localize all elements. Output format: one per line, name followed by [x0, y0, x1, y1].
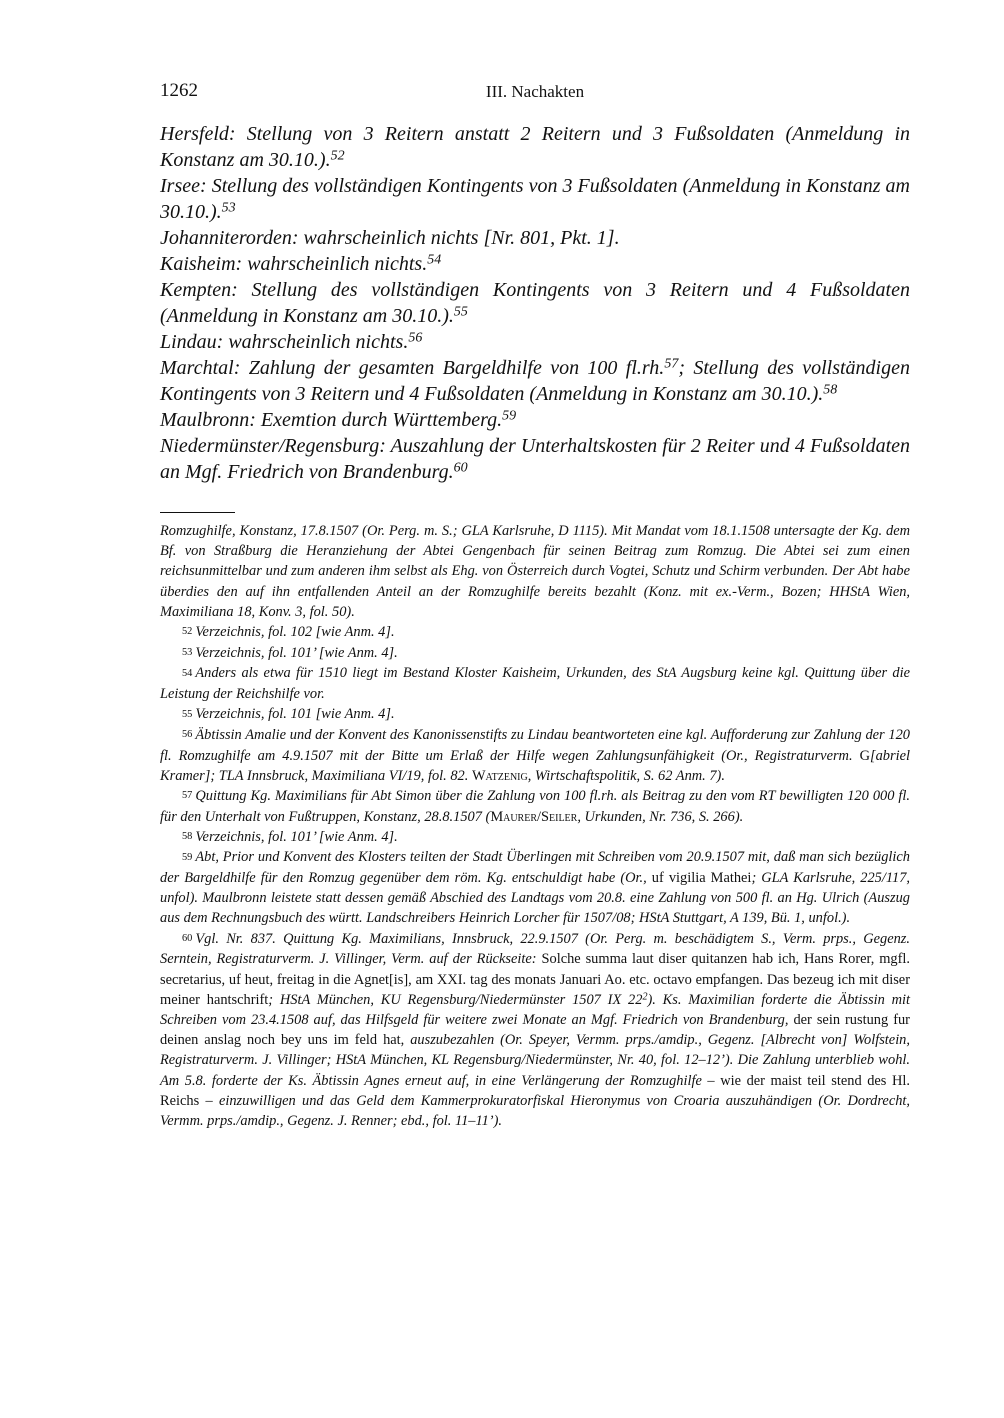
page-number: 1262 — [160, 80, 198, 101]
running-title: III. Nachakten — [485, 82, 585, 101]
note-ref: 57 — [664, 356, 679, 372]
footnote-60: 60 Vgl. Nr. 837. Quittung Kg. Maximilians, Innsbruck, 22.9.1507 (Or. Perg. m. beschädigtem S., Verm. prps., Gegenz. Serntein, Registraturverm. J. Villinger, Verm. auf der Rückseite: Solche summa laut diser quitanzen hab ich, Hans Rorer, mgfl. secretarius, uf heut, freitag in die Agnet[is], am XXI. tag des monats Januari Ao. etc. octavo empfangen. Das bezeug ich mit diser meiner hantschrift; HStA München, KU Regensburg/Niedermünster 1507 IX $22^2$). Ks. Maximilian forderte die Äbtissin mit Schreiben vom 23.4.1508 auf, das Hilfsgeld für weitere zwei Monate an Mgf. Friedrich von Brandenburg, der sein rustung fur deinen anslag noch bey uns im feld hat, auszubezahlen (Or. Speyer, Vermm. prps./amdip., Gegenz. [Albrecht von] Wolfstein, Registraturverm. J. Villinger; HStA München, KL Regensburg/Niedermünster, Nr. 40, fol. 12–12’). Die Zahlung unterblieb wohl. Am 5.8. forderte der Ks. Äbtissin Agnes erneut auf, in eine Verlängerung der Romzughilfe – wie der maist teil stend des Hl. Reichs – einzuwilligen und das Geld dem Kammerprokuratorfiskal Hieronymus von Croaria auszuhändigen (Or. Dordrecht, Vermm. prps./amdip., Gegenz. J. Renner; ebd., fol. 11–11’). — [160, 930, 910, 1129]
footnote-53: 53 Verzeichnis, fol. 101’ [wie Anm. 4]. — [182, 644, 398, 661]
footnote-58: 58 Verzeichnis, fol. 101’ [wie Anm. 4]. — [182, 828, 398, 845]
page-header — [160, 80, 910, 110]
footnote-56: 56 Äbtissin Amalie und der Konvent des Kanonissenstifts zu Lindau beantworteten eine kgl. Aufforderung zur Zahlung der 120 fl. Romzughilfe am 4.9.1507 mit der Bitte um Erlaß der Hilfe wegen Zahlungsunfähigkeit (Or., Registraturverm. G[abriel Kramer]; TLA Innsbruck, Maximiliana VI/19, fol. 82. Watzenig, Wirtschaftspolitik, S. 62 Anm. 7). — [160, 726, 910, 784]
note-ref: 56 — [408, 330, 423, 346]
note-ref: 59 — [502, 408, 517, 424]
footnote-carryover: Romzughilfe, Konstanz, 17.8.1507 (Or. Perg. m. S.; GLA Karlsruhe, D 1115). Mit Mandat vom 18.1.1508 untersagte der Kg. dem Bf. von Straßburg die Heranziehung der Abtei Gengenbach für seinen Beitrag zum Romzug. Die Abtei sei zum einen reichsunmittelbar und zum anderen ihm selbst als Ehg. von Österreich durch Vogtei, Schutz und Schirm verbunden. Der Abt habe überdies den auf ihn entfallenden Anteil an der Romzughilfe bereits bezahlt (Konz. mit ex.-Verm., Bozen; HHStA Wien, Maximiliana 18, Konv. 3, fol. 50). — [160, 523, 910, 620]
main-text — [160, 121, 910, 485]
footnote-59: 59 Abt, Prior und Konvent des Klosters teilten der Stadt Überlingen mit Schreiben vom 20.9.1507 mit, daß man sich bezüglich der Bargeldhilfe für den Romzug gegenüber dem röm. Kg. entschuldigt habe (Or., uf vigilia Mathei; GLA Karlsruhe, 225/117, unfol). Maulbronn leistete statt dessen gemäß Abschied des Landtags vom 20.8. eine Zahlung von 500 fl. an Hg. Ulrich (Auszug aus dem Rechnungsbuch des württ. Landschreibers Heinrich Lorcher für 1507/08; HStA Stuttgart, A 139, Bü. 1, unfol.). — [160, 849, 910, 927]
note-ref: 52 — [330, 148, 345, 164]
note-ref: 55 — [453, 304, 468, 320]
entry-irsee: Irsee: Stellung des vollständigen Kontingents von 3 Fußsoldaten (Anmeldung in Konstanz am 30.10.).$^{53}$ — [160, 175, 910, 223]
note-ref: 53 — [221, 200, 236, 216]
footnote-57: 57 Quittung Kg. Maximilians für Abt Simon über die Zahlung von 100 fl.rh. als Beitrag zu den vom RT bewilligten 120 000 fl. für den Unterhalt von Fußtruppen, Konstanz, 28.8.1507 (Maurer/Seiler, Urkunden, Nr. 736, S. 266). — [160, 787, 910, 825]
note-ref: 60 — [453, 460, 468, 476]
entry-kaisheim: Kaisheim: wahrscheinlich nichts.$^{54}$ — [160, 252, 442, 275]
entry-johanniterorden: Johanniterorden: wahrscheinlich nichts [Nr. 801, Pkt. 1]. — [160, 227, 620, 249]
entry-kempten: Kempten: Stellung des vollständigen Kontingents von 3 Reitern und 4 Fußsoldaten (Anmeldung in Konstanz am 30.10.).$^{55}$ — [160, 279, 910, 327]
footnote-52: 52 Verzeichnis, fol. 102 [wie Anm. 4]. — [182, 624, 395, 641]
entry-hersfeld: Hersfeld: Stellung von 3 Reitern anstatt 2 Reitern und 3 Fußsoldaten (Anmeldung in Konstanz am 30.10.).$^{52}$ — [160, 123, 910, 171]
footnote-55: 55 Verzeichnis, fol. 101 [wie Anm. 4]. — [182, 706, 395, 723]
footnote-54: 54 Anders als etwa für 1510 liegt im Bestand Kloster Kaisheim, Urkunden, des StA Augsburg keine kgl. Quittung über die Leistung der Reichshilfe vor. — [160, 665, 910, 702]
entry-lindau: Lindau: wahrscheinlich nichts.$^{56}$ — [160, 330, 423, 353]
note-ref: 58 — [823, 382, 838, 398]
footnotes — [160, 521, 910, 1131]
entry-marchtal: Marchtal: Zahlung der gesamten Bargeldhilfe von 100 fl.rh.$^{57}$; Stellung des vollständigen Kontingents von 3 Reitern und 4 Fußsoldaten (Anmeldung in Konstanz am 30.10.).$^{58}$ — [160, 356, 910, 405]
footnote-separator — [160, 512, 235, 513]
note-ref: 54 — [427, 252, 442, 268]
entry-niedermuenster: Niedermünster/Regensburg: Auszahlung der Unterhaltskosten für 2 Reiter und 4 Fußsoldaten an Mgf. Friedrich von Brandenburg.$^{60}$ — [160, 435, 910, 483]
entry-maulbronn: Maulbronn: Exemtion durch Württemberg.$^{59}$ — [160, 408, 517, 431]
